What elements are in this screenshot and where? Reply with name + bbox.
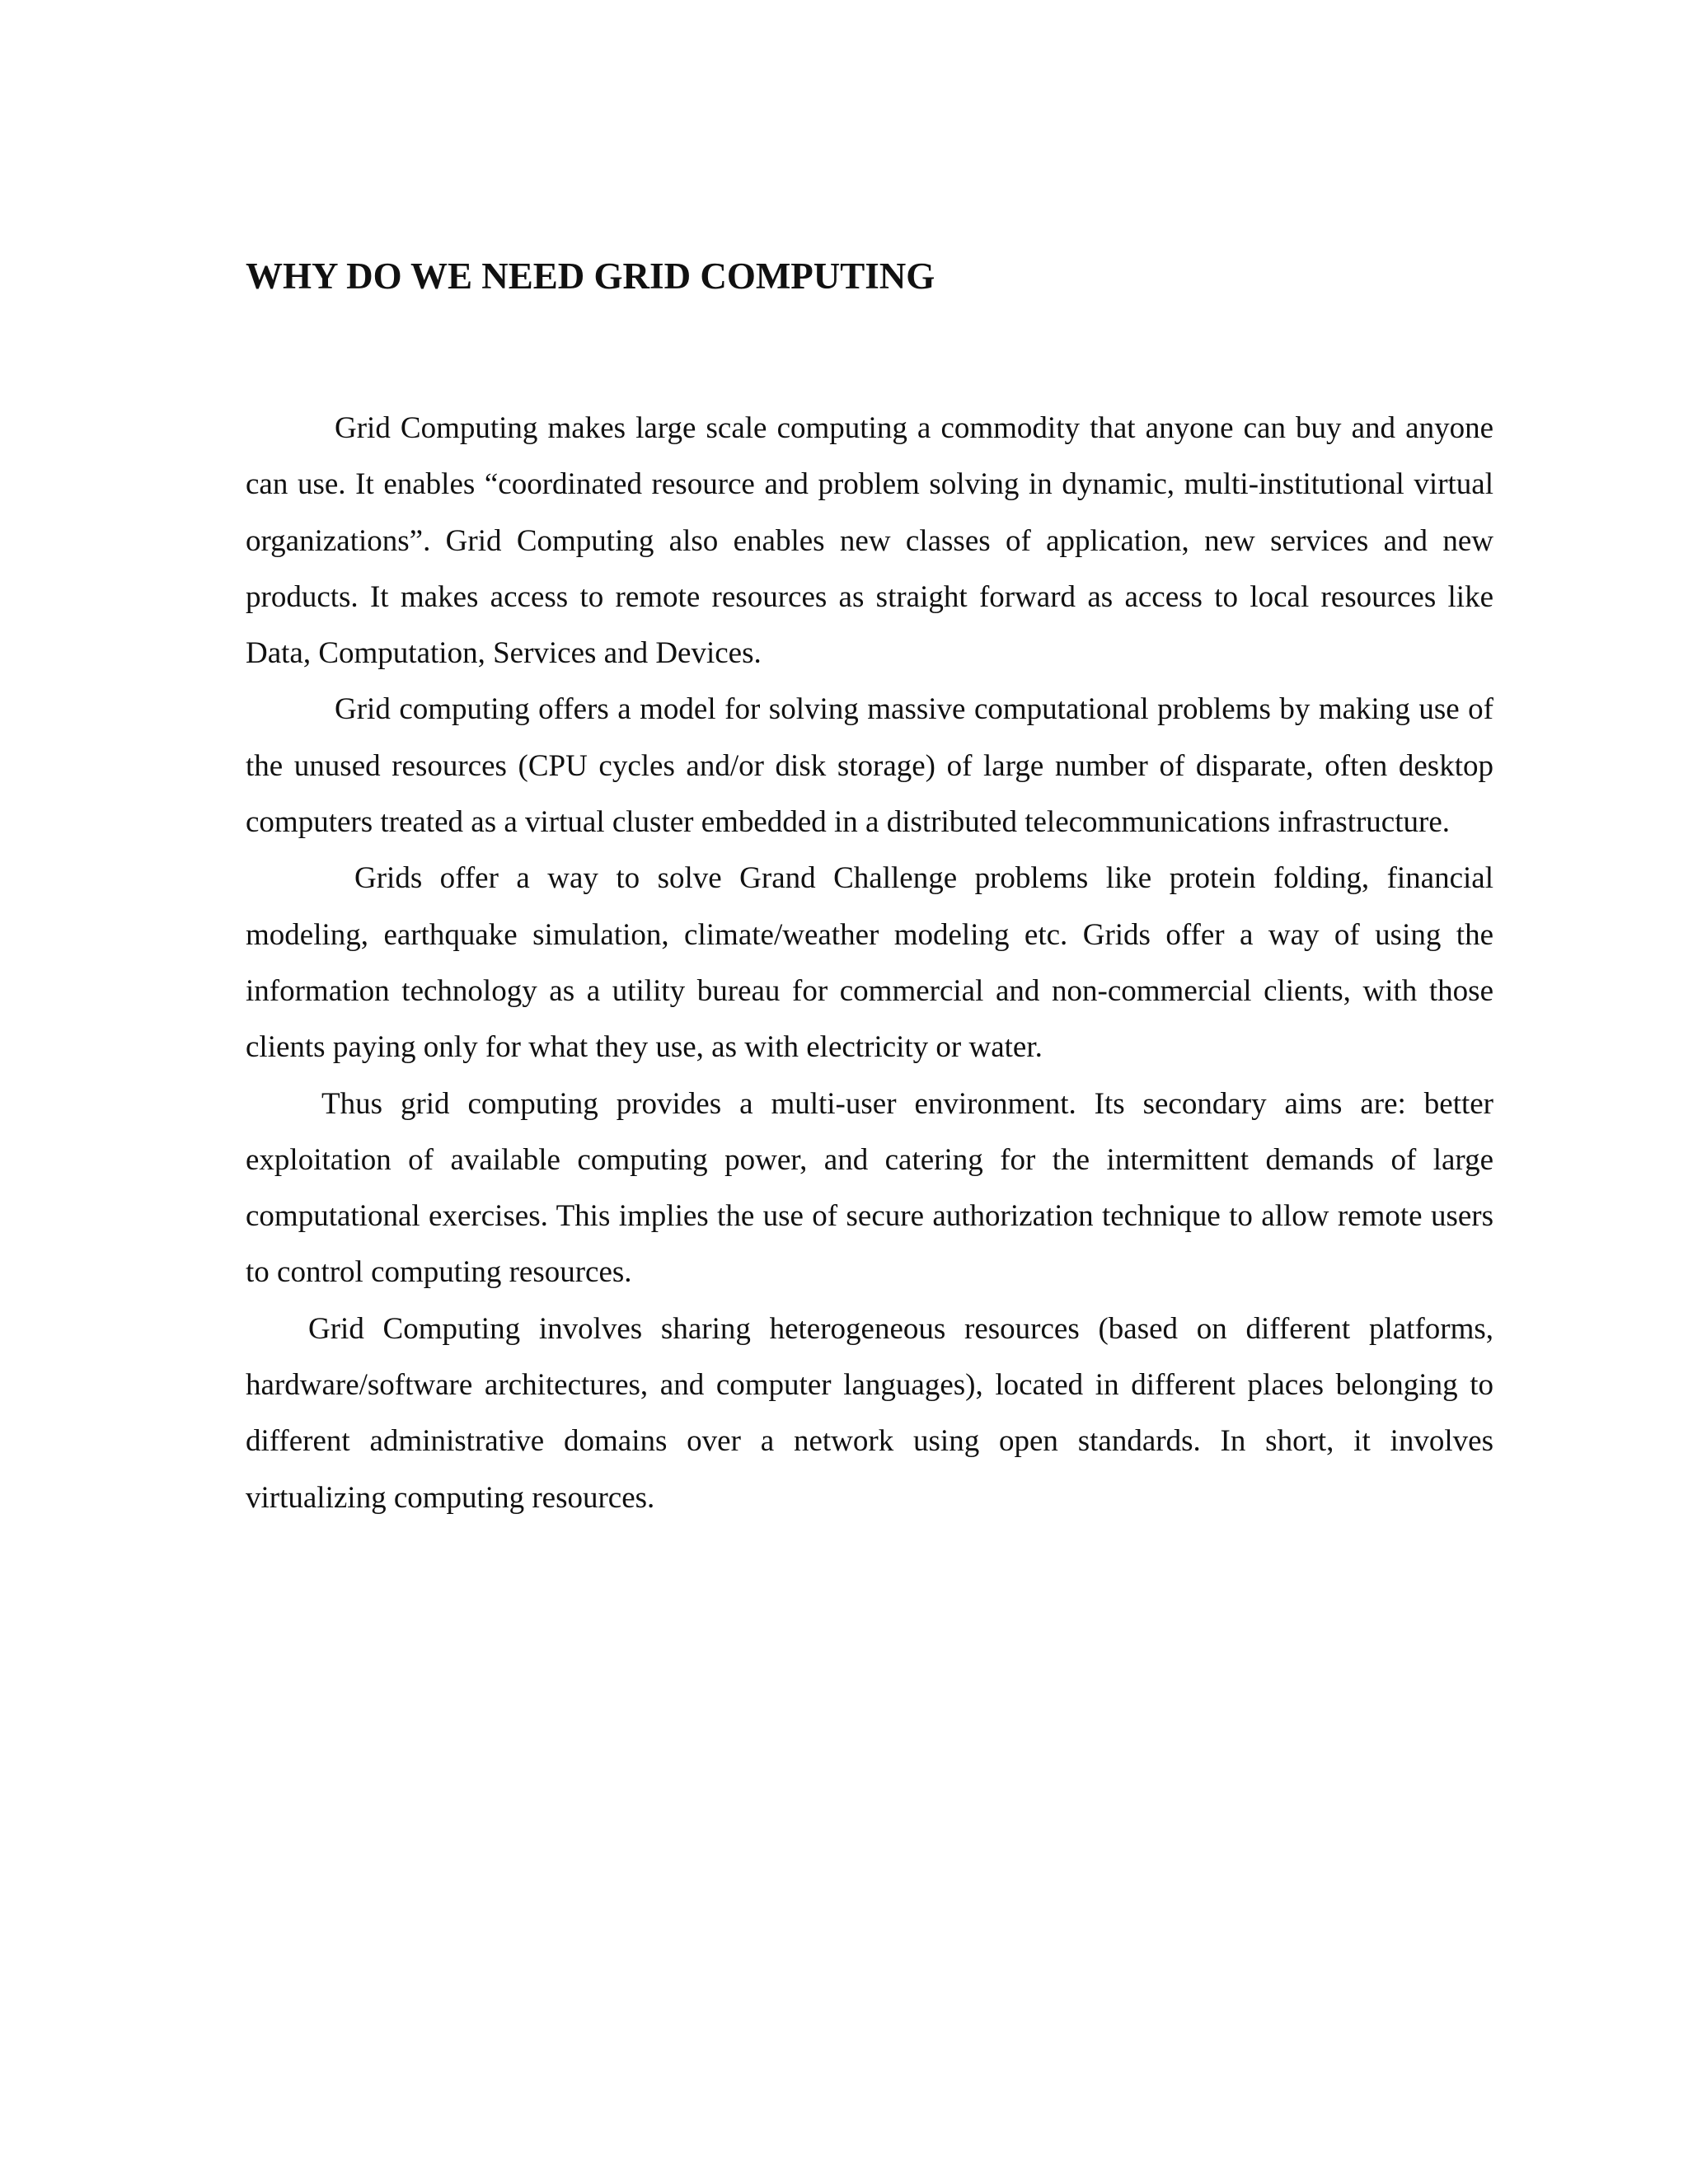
paragraph-5: Grid Computing involves sharing heterogeneous resources (based on different platforms, hardware/software architectures, and computer languages), located in different places belonging to different administrative domains over a network using open standards. In short, it involves virtualizing computing resources. bbox=[246, 1311, 1493, 1515]
page-content bbox=[246, 247, 1493, 1526]
section-heading: WHY DO WE NEED GRID COMPUTING bbox=[246, 255, 935, 297]
paragraph-1: Grid Computing makes large scale computing a commodity that anyone can buy and anyone can use. It enables “coordinated resource and problem solving in dynamic, multi-institutional virtual organizations”. Grid Computing also enables new classes of application, new services and new products. It makes access to remote resources as straight forward as access to local resources like Data, Computation, Services and Devices. bbox=[246, 411, 1493, 671]
paragraph-2: Grid computing offers a model for solving massive computational problems by making use of the unused resources (CPU cycles and/or disk storage) of large number of disparate, often desktop computers treated as a virtual cluster embedded in a distributed telecommunications infrastructure. bbox=[246, 692, 1493, 840]
body-text bbox=[246, 401, 1493, 1526]
paragraph-4: Thus grid computing provides a multi-user environment. Its secondary aims are: better exploitation of available computing power, and catering for the intermittent demands of large computational exercises. This implies the use of secure authorization technique to allow remote users to control computing resources. bbox=[246, 1086, 1493, 1290]
paragraph-3: Grids offer a way to solve Grand Challenge problems like protein folding, financial modeling, earthquake simulation, climate/weather modeling etc. Grids offer a way of using the information technology as a utility bureau for commercial and non-commercial clients, with those clients paying only for what they use, as with electricity or water. bbox=[246, 861, 1493, 1065]
